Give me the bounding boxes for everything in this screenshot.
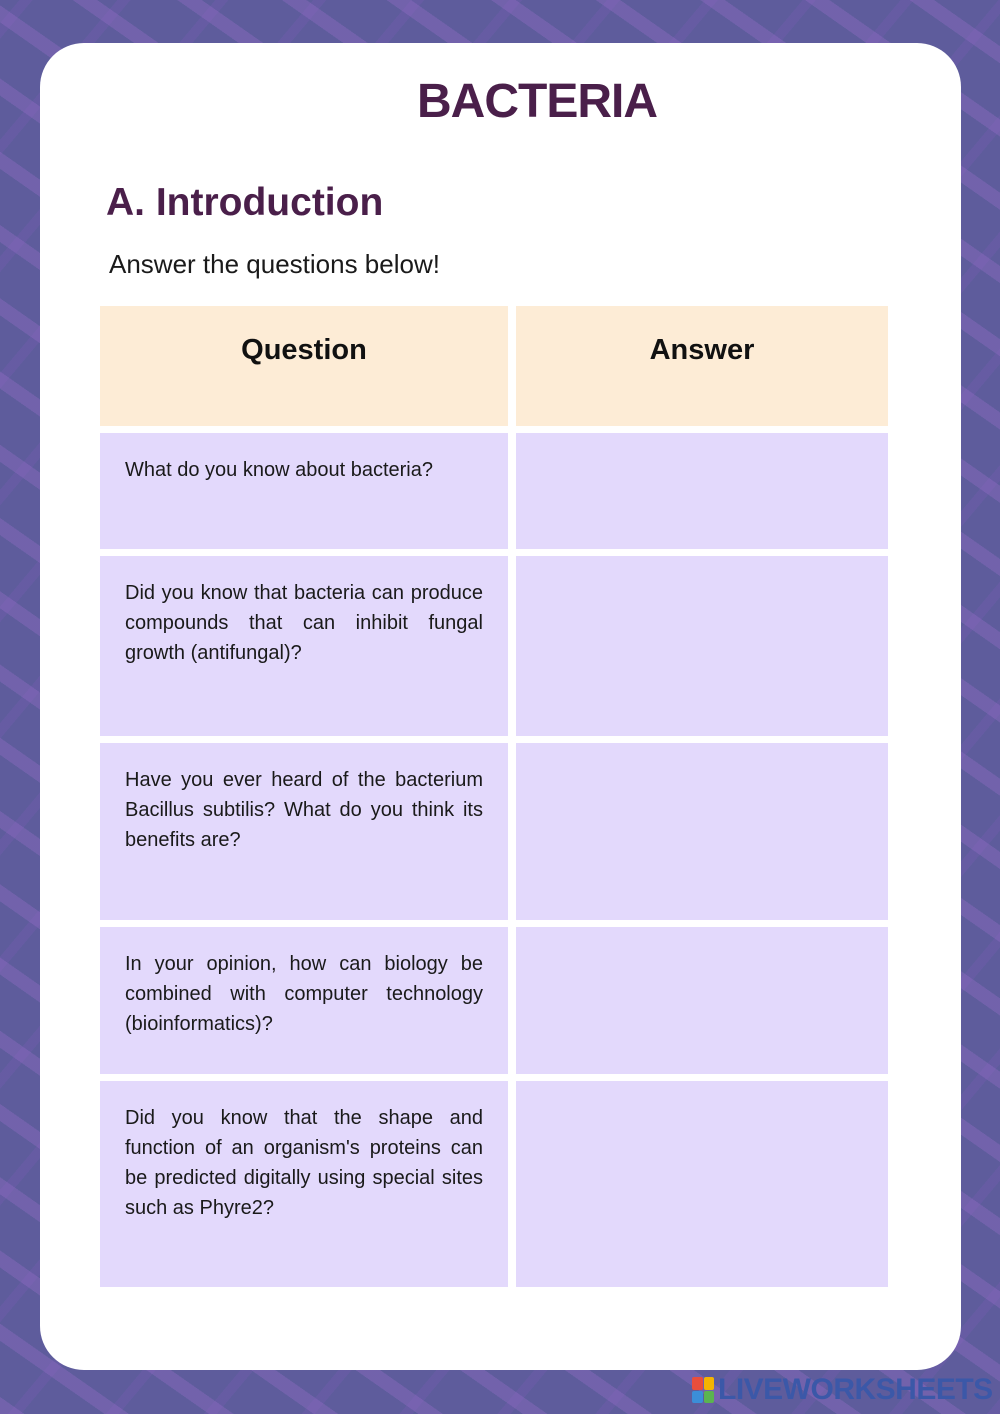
question-column-header [100,306,508,426]
liveworksheets-brand [692,1374,993,1406]
question-text-5: Did you know that the shape and function of an organism's proteins can be predicted digitally using special sites such as Phyre2? [125,1107,483,1219]
section-heading: A. Introduction [106,181,384,224]
table-row-question-3 [100,743,508,920]
question-text-4: In your opinion, how can biology be combined with computer technology (bioinformatics)? [125,953,483,1035]
answer-box-4[interactable] [516,927,888,1074]
question-text-2: Did you know that bacteria can produce compounds that can inhibit fungal growth (antifungal)? [125,582,483,664]
brand-logo-icon [692,1377,714,1403]
question-header-label: Question [241,334,367,366]
table-row-question-4 [100,927,508,1074]
question-text-1: What do you know about bacteria? [125,459,433,481]
brand-text: LIVEWORKSHEETS [718,1373,993,1406]
answer-box-1[interactable] [516,433,888,549]
table-row-question-5 [100,1081,508,1287]
question-text-3: Have you ever heard of the bacterium Bacillus subtilis? What do you think its benefits are? [125,769,483,851]
instruction-text: Answer the questions below! [109,249,440,279]
page-title: BACTERIA [417,75,657,128]
answer-column-header [516,306,888,426]
answer-header-label: Answer [649,334,755,366]
answer-box-3[interactable] [516,743,888,920]
table-row-question-1 [100,433,508,549]
table-row-question-2 [100,556,508,736]
answer-box-2[interactable] [516,556,888,736]
answer-box-5[interactable] [516,1081,888,1287]
